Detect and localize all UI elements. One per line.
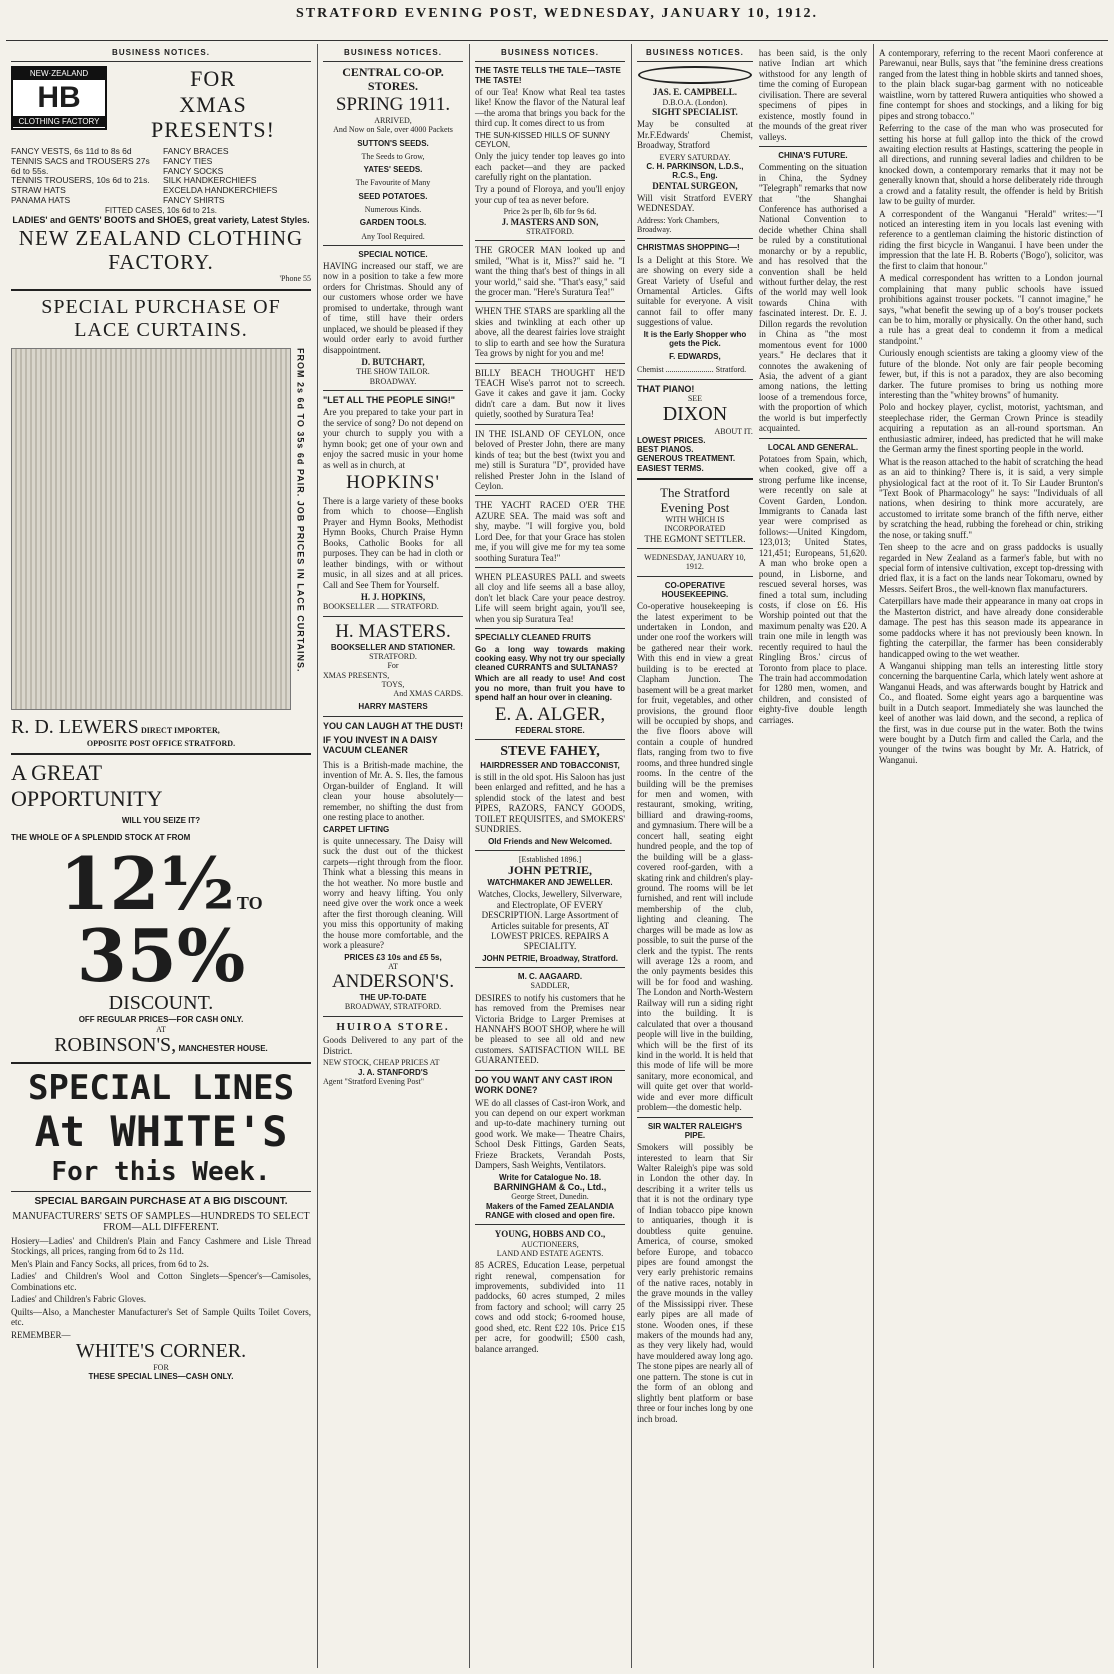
special-lines-title: SPECIAL LINES	[27, 1067, 295, 1108]
lace-curtain-image	[11, 348, 291, 710]
column-3: BUSINESS NOTICES. THE TASTE TELLS THE TALE—TASTE THE TASTE! of our Tea! Know what Real tea tastes like! Know the flavor of the Natural leaf—the aroma that brings you back for the third cup. It comes direct to us from THE SUN-KISSED HILLS OF SUNNY CEYLON, Only the juicy tender top leaves go into each packet—and they are packed carefully right on the plantation. Try a pound of Floroya, and you'll enjoy your cup of tea as never before. Price 2s per lb, 6lb for 9s 6d. J. MASTERS AND SON, STRATFORD. THE GROCER MAN looked up and smiled, "What is it, Miss?" said he. "I want the thing that's best of things in all your world," said she. "That's easy," said the grocer man. "Here's Suratura Tea!" WHEN THE STARS are sparkling all the skies and twinkling at each other up above, all the dearest fairies love straight to slip to earth and see how the Suratura Tea grows by night for you and me! BILLY BEACH THOUGHT HE'D TEACH Wise's parrot not to screech. Gave it cakes and gave it jam. Cocky didn't care a dam. But now it lives quietly, soothed by Suratura Tea! IN THE ISLAND OF CEYLON, once beloved of Prester John, there are many kinds of tea; but the best (twixt you and me) still is Suratura "D", provided have relished Prester John in the Island of Ceylon. THE YACHT RACED O'ER THE AZURE SEA. The maid was soft and shy, maybe. "I will forgive you, bold Lord Dee, for that your Grace has stolen me, if you will give me for my tea some soothing Suratura Tea!" WHEN PLEASURES PALL and sweets all cloy and life seems all a base alloy, don't let black Care your peace destroy. Life will seem bright again, you'll see, when you sip Suratura Tea! SPECIALLY CLEANED FRUITS Go a long way towards making cooking easy. Why not try our specially cleaned CURRANTS and SULTANAS? Which are all ready to use! And cost you no more, than fruit you have to spend half an hour over in cleaning. E. A. ALGER, FEDERAL STORE. STEVE FAHEY, HAIRDRESSER AND TOBACCONIST, is still in the old spot. His Saloon has just been enlarged and refitted, and he has a splendid stock of the latest and best PIPES, RAZORS, FANCY GOODS, TOILET REQUISITES, and SMOKERS' SUNDRIES. Old Friends and New Welcomed. [Established 1896.] JOHN PETRIE, WATCHMAKER AND JEWELLER. Watches, Clocks, Jewellery, Silverware, and Electroplate, OF EVERY DESCRIPTION. Large Assortment of Articles suitable for presents, AT LOWEST PRICES. REPAIRS A SPECIALITY. JOHN PETRIE, Broadway, Stratford. M. C. AAGAARD. SADDLER, DESIRES to notify his customers that he has removed from the Premises near Victoria Bridge to Larger Premises at HANNAH'S BOOT SHOP, where he will be pleased to see all old and new customers. SATISFACTION WILL BE GUARANTEED. DO YOU WANT ANY CAST IRON WORK DONE? WE do all classes of Cast-iron Work, and you can depend on our expert workman and up-to-date machinery turning out good work. We make— Theatre Chairs, School Desk Fittings, Garden Seats, Frieze Brackets, Verandah Posts, Dampers, Sash Weights, Ventilators. Write for Catalogue No. 18. BARNINGHAM & Co., Ltd., George Street, Dunedin. Makers of the Famed ZEALANDIA RANGE with closed and open fire. YOUNG, HOBBS AND CO., AUCTIONEERS, LAND AND ESTATE AGENTS. 85 ACRES, Education Lease, perpetual right renewal, compensation for improvements, subdivided into 11 paddocks, 60 acres stumped, 2 miles from factory and school; will carry 25 cows and odd stock; 6-roomed house, good shed, etc. Rent £22 10s. Price £15 per acre, for goodwill; £500 cash, balance arranged.	[475, 48, 625, 1354]
hb-advert-top: NEW·ZEALAND HB CLOTHING FACTORY FOR XMAS PRESENTS!	[11, 66, 311, 143]
masthead-rule	[6, 40, 1108, 41]
discount-range: 12½ TO 35%	[59, 841, 263, 999]
paper-nameplate: The Stratford Evening Post	[660, 484, 730, 516]
lace-advert: FROM 2s 6d TO 35s 6d PAIR. JOB PRICES IN LACE CURTAINS.	[11, 348, 311, 710]
column-4: BUSINESS NOTICES. JAS. E. CAMPBELL. D.B.O.A. (London). SIGHT SPECIALIST. May be consulted at Mr.F.Edwards' Chemist, Broadway, Stratford EVERY SATURDAY. C. H. PARKINSON, L.D.S., R.C.S., Eng. DENTAL SURGEON, Will visit Stratford EVERY WEDNESDAY. Address: York Chambers, Broadway. CHRISTMAS SHOPPING—! Is a Delight at this Store. We are showing on every side a Great Variety of Useful and Ornamental Articles. Gifts suitable for everyone. A visit cannot fail to offer many suggestions of value. It is the Early Shopper who gets the Pick. F. EDWARDS, Chemist ........................ Stratford. THAT PIANO! SEE DIXON ABOUT IT. LOWEST PRICES. BEST PIANOS. GENEROUS TREATMENT. EASIEST TERMS. The Stratford Evening Post WITH WHICH IS INCORPORATED THE EGMONT SETTLER. WEDNESDAY, JANUARY 10, 1912. CO-OPERATIVE HOUSEKEEPING. Co-operative housekeeping is the latest experiment to be undertaken in London, and under one roof the workers will be gathered near their work. With this end in view a great building is to be erected at Clapham Junction. The basement will be a great market for fruit, vegetables, and other provisions, the ground floor will be occupied by shops, and the five floors above will contain a couple of hundred flats, ranging from two to five rooms, and three hundred single rooms. In the centre of the building will be the premises for men and women, with restaurant, smoking, writing, billiard and drawing-rooms, and gymnasium. There will be a concert hall, seating eight hundred people, and the top of the building will be a glass-covered roof-garden, with a skating rink and children's play-ground. The rooms will be let furnished, and rent will include membership of the club, lighting and cleaning. The charges will be made as low as possible, to suit the purse of the clerk and the typist. The rents will average 12s a room, and the only payments besides this will be for food and washing. The London and North-Western Railway will run a siding right into the building. It is calculated that over a thousand people will live in the building, which will be the first of its kind in the world. It is held that this mode of life will be more sanitary, more economical, and will quite get over that world-wide and ever more difficult problem—the domestic help. SIR WALTER RALEIGH'S PIPE. Smokers will possibly be interested to learn that Sir Walter Raleigh's pipe was sold in London the other day. In describing it a writer tells us that it is not the ordinary type of Indian tobacco pipe known to antiquaries, though it is doubtless quite genuine. America, of course, smoked before Europe, and tobacco pipes are found amongst the very early prehistoric remains of the native races, notably in the grave mounds in the valley of the Mississippi river. These early pipes are all made of stone. Wooden ones, if these makers of the mounds had any, as they very likely had, would have mouldered away long ago. The stone pipes are nearly all of one pattern. The stone is cut in the form of an oblong and slightly bent platform or base three or four inches long by one inch broad. has been said, is the only native Indian art which withstood for any length of time the coming of European civilisation. There are several specimens of pipes in existence, mostly found in the mounds of the great river valleys. CHINA'S FUTURE. Commenting on the situation in China, the Sydney "Telegraph" remarks that now that "the Shanghai Conference has authorised a National Convention to decide whether China shall be ruled by a constitutional monarchy or by a republic, and has resolved that the convention shall be held without further delay, the rest of the world may well look towards China with fascinated interest. Dr. E. J. Dillon regards the revolution in China as "the most momentous event for 1000 years." He declares that it connotes the awakening of Asia, the advent of a giant among nations, the letting loose of a tremendous force, with the proportion of which the world is but imperfectly acquainted. LOCAL AND GENERAL. Potatoes from Spain, which, when cooked, give off a strong perfume like incense, were recently on sale at Covent Garden, London. Immigrants to Canada last year were comprised as follows:—United Kingdom, 123,013; United States, 121,451; Europeans, 51,620. A man who broke open a pound, in Lisborne, and rescued several horses, was fined a total sum, including costs, if close on £6. His Worship pointed out that the maximum penalty was £20. A train one mile in length was recently required to haul the Ringling Bros.' circus of Toronto from place to place. The train had accommodation for 1280 men, women, and children, and consisted of eighty-five double length carriages.	[637, 48, 867, 1424]
hb-logo: NEW·ZEALAND HB CLOTHING FACTORY	[11, 66, 107, 130]
column-5: A contemporary, referring to the recent Maori conference at Parewanui, near Bulls, says that "the feminine dress creations ranged from the latest thing in hobble skirts and tanned shoes, to the plain black sugar-bag garment with no noticeable waistline, worn by tattered Ruwera antiquities who showed a fine contempt for shoes and stockings, and a liking for big pipes and strong tobacco." Referring to the case of the man who was prosecuted for setting his horse at full gallop into the thick of the crowd awaiting election results at Hastings, scattering the people in all directions, and running several ladies and children to be knocked down, a contemporary remarks that it may not be generally known that, should a horse deliberately ride through a crowd and a fatality result, the offender is held by British law to be guilty of murder. A correspondent of the Wanganui "Herald" writes:—"I noticed an interesting item in you locals last evening with reference to a gentleman claiming the historic distinction of riding the first bicycle in Wanganui. I have been under the impression that the late H. B. Roberts ('Bogo'), solicitor, was the first to claim that honour." A medical correspondent has written to a London journal complaining that many public schools have issued prohibitions against trouser pockets. "I cannot imagine," he says, "what benefit the sewing up of a boy's trouser pockets can be to him, morally or physically. On the other hand, such a rule has a great deal to condemn it from a medical standpoint." Curiously enough scientists are taking a gloomy view of the future of the blonde. Not only are fair people becoming fewer, but, if this is not a paradox, they are also becoming darker. The future promises to bring us nothing more interesting than the "whitey browns" of humanity. Polo and hockey player, cyclist, motorist, yachtsman, and steeplechase rider, the German Crown Prince is steadily acquiring a reputation as an all-round sportsman. An enthusiastic admirer, indeed, has predicted that he will make the German army the finest sporting people in the world. What is the reason attached to the habit of scratching the head as an aid to thinking? There is, it is said, a very simple physiological fact at the root of it. To Sir Lauder Brunton's "Text Book of Pharmacology" he says: "Individuals of all nations, when desiring to think more accurately, are accustomed to irritate some branch of the fifth nerve, either by scratching the head, rubbing the forehead or chin, striking the nose, or taking snuff." Ten sheep to the acre and on grass paddocks is usually regarded in New Zealand as a farmer's fable, but with no special form of intensive cultivation, except top-dressing with dried flax, it is a fact on the lands near Tokomaru, owned by Messrs. Seifert Bros., the well-known flax manufacturers. Caterpillars have made their appearance in many oat crops in the Masterton district, and have already done considerable damage. The pest has this season made its appearance in some paddocks where it has not previously been known. In fighting the caterpillar, the farmer has been considerably handicapped owing to the wet weather. A Wanganui shipping man tells an interesting little story concerning the barquentine Carla, which lately went ashore at Wanganui Heads, and was afterwards bought by Hatrick and Co., and floated. Some eight years ago a barquentine was built in a Dutch seaport. Immediately she was launched the keel of another was laid down, and the second, a replica of the first, was in due course put in the water. Both the twins were bought by a Dutch firm and called the Carla, and the younger of the twins was bought by Mr. A. Hatrick, of Wanganui.	[879, 48, 1103, 765]
lace-title: SPECIAL PURCHASE OF LACE CURTAINS.	[41, 295, 281, 341]
tea-advert-title: THE TASTE TELLS THE TALE—TASTE THE TASTE!	[475, 66, 621, 85]
section-heading: BUSINESS NOTICES.	[112, 48, 210, 57]
column-1: BUSINESS NOTICES. NEW·ZEALAND HB CLOTHING FACTORY FOR XMAS PRESENTS! FANCY VESTS, 6s 11d to 8s 6d TENNIS SACS and TROUSERS 27s 6d to 55s. TENNIS TROUSERS, 10s 6d to 21s. STRAW HATS PANAMA HATS FANCY BRACES FANCY TIES FANCY SOCKS SILK HANDKERCHIEFS EXCELDA HANDKERCHIEFS FANCY SHIRTS FITTED CASES, 10s 6d to 21s. LADIES' and GENTS' BOOTS and SHOES, great variety, Latest Styles. NEW ZEALAND CLOTHING FACTORY. 'Phone 55 SPECIAL PURCHASE OF LACE CURTAINS. FROM 2s 6d TO 35s 6d PAIR. JOB PRICES IN LACE CURTAINS. R. D. LEWERS DIRECT IMPORTER, OPPOSITE POST OFFICE STRATFORD. A GREAT OPPORTUNITY WILL YOU SEIZE IT? THE WHOLE OF A SPLENDID STOCK AT FROM 12½ TO 35% DISCOUNT. OFF REGULAR PRICES—FOR CASH ONLY. AT ROBINSON'S, MANCHESTER HOUSE. SPECIAL LINES At WHITE'S For this Week. SPECIAL BARGAIN PURCHASE AT A BIG DISCOUNT. MANUFACTURERS' SETS OF SAMPLES—HUNDREDS TO SELECT FROM—ALL DIFFERENT. Hosiery—Ladies' and Children's Plain and Fancy Cashmere and Lisle Thread Stockings, all prices, ranging from 6d to 2s 11d. Men's Plain and Fancy Socks, all prices, from 6d to 2s. Ladies' and Children's Wool and Cotton Singlets—Spencer's—Camisoles, Combinations etc. Ladies' and Children's Fabric Gloves. Quilts—Also, a Manchester Manufacturer's Set of Sample Quilts Toilet Covers, etc. REMEMBER— WHITE'S CORNER. FOR THESE SPECIAL LINES—CASH ONLY.	[11, 48, 311, 1382]
coop-title: CENTRAL CO-OP. STORES.	[342, 65, 444, 94]
section-heading: BUSINESS NOTICES.	[344, 48, 442, 57]
section-heading: BUSINESS NOTICES.	[501, 48, 599, 57]
hb-item-lists: FANCY VESTS, 6s 11d to 8s 6d TENNIS SACS and TROUSERS 27s 6d to 55s. TENNIS TROUSERS, 10s 6d to 21s. STRAW HATS PANAMA HATS FANCY BRACES FANCY TIES FANCY SOCKS SILK HANDKERCHIEFS EXCELDA HANDKERCHIEFS FANCY SHIRTS	[11, 145, 278, 206]
hb-factory-name: NEW ZEALAND CLOTHING FACTORY.	[18, 225, 304, 275]
section-heading: BUSINESS NOTICES.	[645, 48, 744, 57]
spectacles-icon	[638, 66, 752, 84]
masthead: STRATFORD EVENING POST, WEDNESDAY, JANUARY 10, 1912.	[295, 6, 819, 21]
column-2: BUSINESS NOTICES. CENTRAL CO-OP. STORES. SPRING 1911. ARRIVED, And Now on Sale, over 4000 Packets SUTTON'S SEEDS. The Seeds to Grow, YATES' SEEDS. The Favourite of Many SEED POTATOES. Numerous Kinds. GARDEN TOOLS. Any Tool Required. SPECIAL NOTICE. HAVING increased our staff, we are now in a position to take a few more orders for Christmas. Should any of our customers whose order we have promised to undertake, through want of time, still have their orders unplaced, we should be pleased if they would order early to avoid further disappointment. D. BUTCHART, THE SHOW TAILOR. BROADWAY. "LET ALL THE PEOPLE SING!" Are you prepared to take your part in the service of song? Do not depend on your church to supply you with a hymn book; get one of your own and enjoy the sacred music in your home as well as in church, at HOPKINS' There is a large variety of these books from which to choose—English Prayer and Hymn Books, Methodist Hymn Books, Church Praise Hymn Books, Catholic Books for all purposes. They can be had in cloth or leather bindings, with or without music, in all sizes and at all prices. Call and See Them for Yourself. H. J. HOPKINS, BOOKSELLER ...... STRATFORD. H. MASTERS. BOOKSELLER AND STATIONER. STRATFORD. For XMAS PRESENTS, TOYS, And XMAS CARDS. HARRY MASTERS YOU CAN LAUGH AT THE DUST! IF YOU INVEST IN A DAISY VACUUM CLEANER This is a British-made machine, the invention of Mr. A. S. Iles, the famous Organ-builder of England. It will clean your house absolutely—remember, no shifting the dust from one resting place to another. CARPET LIFTING is quite unnecessary. The Daisy will suck the dust out of the thickest carpets—right through from the floor. Think what a blessing this means in the hot weather. No more bustle and worry and heavy lifting. You only need give over the work once a week after the first thorough cleaning. Will you miss this opportunity of making the house more comfortable, and the work a pleasure? PRICES £3 10s and £5 5s, AT ANDERSON'S. THE UP-TO-DATE BROADWAY, STRATFORD. HUIROA STORE. Goods Delivered to any part of the District. NEW STOCK, CHEAP PRICES AT J. A. STANFORD'S Agent "Stratford Evening Post"	[323, 48, 463, 1086]
robinson-headline: A GREAT OPPORTUNITY	[11, 760, 163, 811]
